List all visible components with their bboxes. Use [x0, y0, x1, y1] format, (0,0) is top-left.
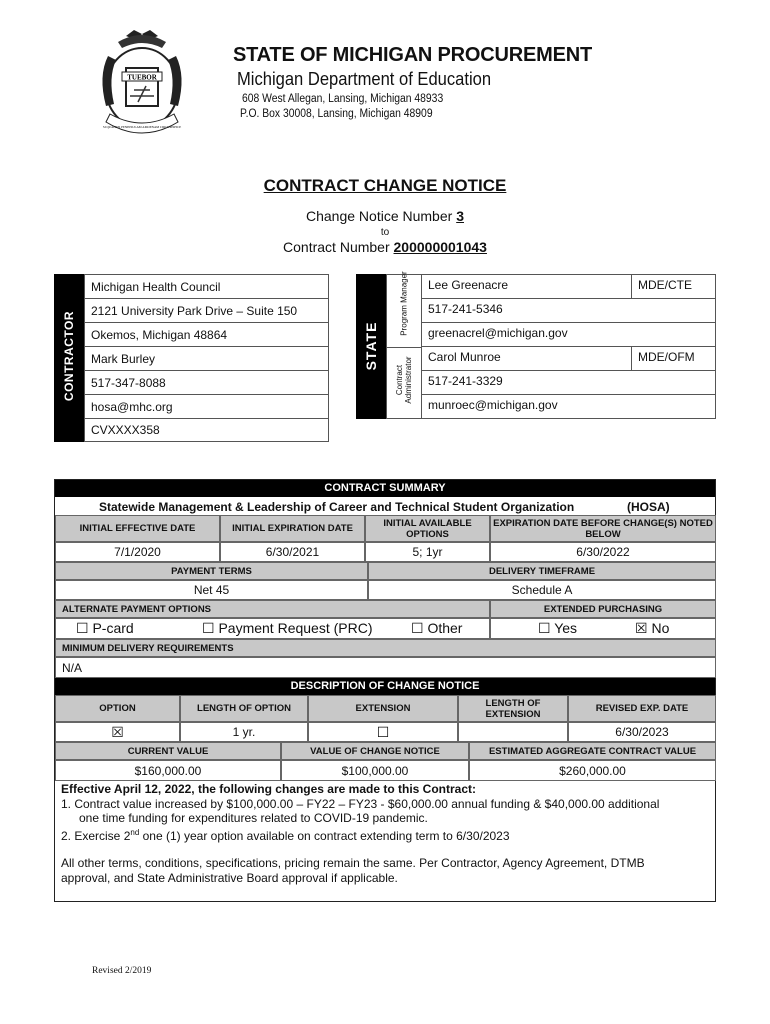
contractor-label-bar [54, 274, 84, 442]
program-manager-label: Program Manager [399, 271, 409, 336]
michigan-state-seal [88, 26, 196, 140]
notice-to: to [380, 227, 390, 238]
hdr-extended-purchasing: EXTENDED PURCHASING [490, 600, 716, 618]
seal-motto-bottom: SI QUAERIS PENINSULAM AMOENAM CIRCUMSPICE [102, 125, 182, 129]
yes-label: Yes [554, 620, 578, 636]
change-title: DESCRIPTION OF CHANGE NOTICE [55, 678, 715, 695]
pcard-option[interactable]: ☐ P-card [76, 620, 134, 636]
val-aggregate-value: $260,000.00 [469, 760, 716, 781]
alt-payment-options [55, 618, 490, 639]
contract-number-value: 200000001043 [393, 239, 487, 255]
hdr-change-value: VALUE OF CHANGE NOTICE [281, 742, 469, 760]
contractor-label: CONTRACTOR [62, 310, 76, 402]
no-option[interactable]: ☒ No [635, 620, 670, 636]
val-min-delivery: N/A [55, 657, 716, 678]
prc-option[interactable]: ☐ Payment Request (PRC) [202, 620, 373, 636]
state-label-bar [356, 274, 386, 419]
hdr-min-delivery: MINIMUM DELIVERY REQUIREMENTS [55, 639, 716, 657]
hdr-option: OPTION [55, 695, 180, 722]
hdr-delivery: DELIVERY TIMEFRAME [368, 562, 716, 580]
summary-acronym: (HOSA) [627, 500, 670, 514]
hdr-revised-exp: REVISED EXP. DATE [568, 695, 716, 722]
option-checkbox[interactable]: ☒ [55, 722, 180, 742]
contract-admin-label: Contract Administrator [395, 356, 413, 404]
val-available-options: 5; 1yr [365, 542, 490, 562]
effective-line: Effective April 12, 2022, the following changes are made to this Contract: [61, 782, 476, 796]
contract-number [0, 239, 770, 255]
hdr-payment-terms: PAYMENT TERMS [55, 562, 368, 580]
ca-phone: 517-241-3329 [422, 371, 716, 395]
seal-motto-top: TUEBOR [127, 73, 157, 82]
hdr-alt-payment: ALTERNATE PAYMENT OPTIONS [55, 600, 490, 618]
contract-summary [54, 479, 716, 902]
program-manager-cell [387, 271, 422, 348]
hdr-length-of-extension: LENGTH OF EXTENSION [458, 695, 568, 722]
val-expiration-before: 6/30/2022 [490, 542, 716, 562]
header-title: STATE OF MICHIGAN PROCUREMENT [233, 44, 593, 66]
hdr-length-of-option: LENGTH OF OPTION [180, 695, 308, 722]
ca-email: munroec@michigan.gov [428, 398, 558, 412]
change-notice-label: Change Notice Number [306, 208, 453, 224]
val-payment-terms: Net 45 [55, 580, 368, 600]
val-delivery: Schedule A [368, 580, 716, 600]
other-terms-a: All other terms, conditions, specifications, pricing remain the same. Per Contractor, Agency Agreement, DTMB [61, 856, 645, 870]
val-initial-effective: 7/1/2020 [55, 542, 220, 562]
revised-footer: Revised 2/2019 [92, 966, 152, 976]
header-department: Michigan Department of Education [237, 69, 492, 89]
pm-email: greenacrel@michigan.gov [422, 323, 716, 347]
no-label: No [651, 620, 670, 636]
contractor-vendor-id: CVXXXX358 [91, 423, 160, 437]
change-item-2-post: one (1) year option available on contract extending term to 6/30/2023 [139, 829, 510, 843]
hdr-aggregate-value: ESTIMATED AGGREGATE CONTRACT VALUE [469, 742, 716, 760]
hdr-expiration-before: EXPIRATION DATE BEFORE CHANGE(S) NOTED BELOW [490, 515, 716, 542]
contractor-street: 2121 University Park Drive – Suite 150 [85, 299, 328, 323]
contractor-info [84, 274, 329, 442]
val-revised-exp: 6/30/2023 [568, 722, 716, 742]
summary-description-row [55, 497, 715, 515]
contractor-phone: 517-347-8088 [85, 371, 328, 395]
summary-title: CONTRACT SUMMARY [55, 480, 715, 497]
prc-label: Payment Request (PRC) [218, 620, 373, 636]
contractor-name: Michigan Health Council [85, 275, 328, 299]
contract-admin-cell [387, 347, 422, 419]
hdr-current-value: CURRENT VALUE [55, 742, 281, 760]
summary-description: Statewide Management & Leadership of Career and Technical Student Organization [99, 500, 575, 514]
other-option[interactable]: ☐ Other [411, 620, 463, 636]
other-terms-b: approval, and State Administrative Board approval if applicable. [61, 871, 398, 885]
change-notice-number [0, 208, 770, 224]
ca-name: Carol Munroe [422, 347, 632, 371]
change-item-2 [61, 826, 510, 843]
change-item-2-sup: nd [130, 828, 140, 837]
hdr-initial-expiration: INITIAL EXPIRATION DATE [220, 515, 365, 542]
val-initial-expiration: 6/30/2021 [220, 542, 365, 562]
pcard-label: P-card [92, 620, 134, 636]
ca-agency: MDE/OFM [632, 347, 716, 371]
change-item-1a: 1. Contract value increased by $100,000.00 – FY22 – FY23 - $60,000.00 annual funding & $40,000.00 additional [61, 797, 660, 811]
extension-checkbox[interactable]: ☐ [308, 722, 458, 742]
pm-phone: 517-241-5346 [422, 299, 716, 323]
val-length-of-extension [458, 722, 568, 742]
other-label: Other [427, 620, 463, 636]
contract-number-label: Contract Number [283, 239, 390, 255]
state-label: STATE [363, 321, 379, 371]
val-change-value: $100,000.00 [281, 760, 469, 781]
pm-name: Lee Greenacre [422, 275, 632, 299]
hdr-available-options: INITIAL AVAILABLE OPTIONS [365, 515, 490, 542]
change-item-2-pre: 2. Exercise 2 [61, 829, 131, 843]
contractor-email: hosa@mhc.org [85, 395, 328, 419]
hdr-extension: EXTENSION [308, 695, 458, 722]
state-role-labels [386, 271, 422, 419]
val-current-value: $160,000.00 [55, 760, 281, 781]
hdr-initial-effective: INITIAL EFFECTIVE DATE [55, 515, 220, 542]
state-info [421, 274, 716, 419]
notice-title: CONTRACT CHANGE NOTICE [263, 176, 507, 195]
change-item-1b: one time funding for expenditures related to COVID-19 pandemic. [79, 811, 428, 825]
extended-purchasing-options [490, 618, 716, 639]
contractor-city: Okemos, Michigan 48864 [85, 323, 328, 347]
header-po-box: P.O. Box 30008, Lansing, Michigan 48909 [240, 108, 433, 120]
header-address: 608 West Allegan, Lansing, Michigan 48933 [242, 93, 444, 105]
val-length-of-option: 1 yr. [180, 722, 308, 742]
pm-agency: MDE/CTE [632, 275, 716, 299]
contractor-contact: Mark Burley [85, 347, 328, 371]
change-notice-value: 3 [456, 208, 464, 224]
yes-option[interactable]: ☐ Yes [538, 620, 578, 636]
